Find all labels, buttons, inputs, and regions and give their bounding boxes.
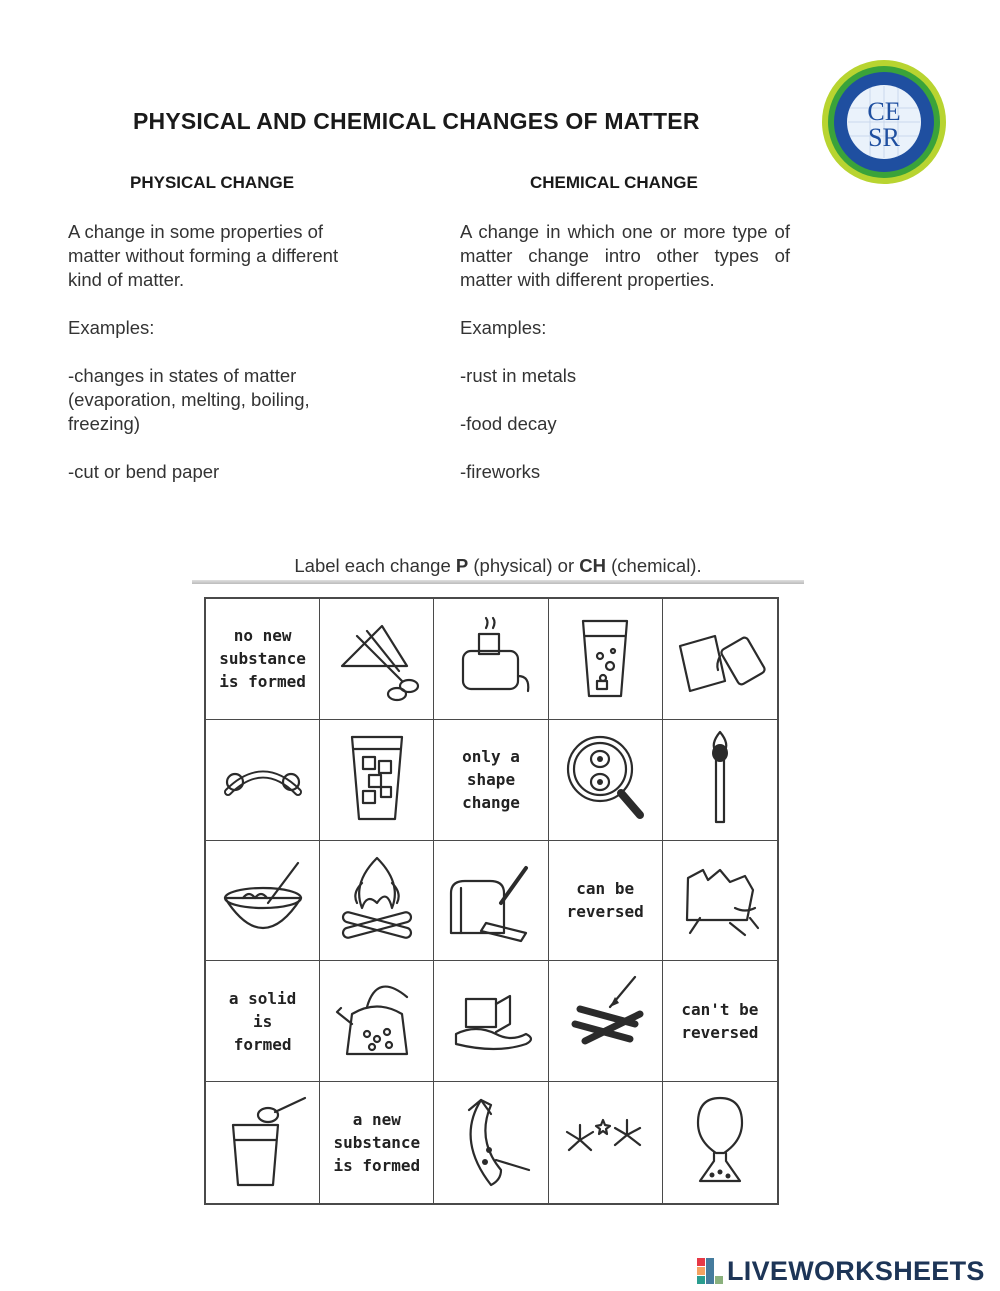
- grid-cell[interactable]: [434, 961, 548, 1082]
- sugar-in-water-icon: [213, 1090, 313, 1195]
- cell-label: a solid is formed: [228, 988, 297, 1054]
- grid-cell[interactable]: [320, 1082, 434, 1203]
- physical-label: P: [455, 555, 469, 576]
- grid-cell[interactable]: [663, 961, 777, 1082]
- cell-label: can be reversed: [566, 879, 644, 922]
- glass-ice-icon: [327, 727, 427, 832]
- grid-cell[interactable]: [663, 841, 777, 962]
- grid-cell[interactable]: [434, 720, 548, 841]
- scissors-cutting-paper-icon: [327, 606, 427, 711]
- page-title: PHYSICAL AND CHEMICAL CHANGES OF MATTER: [133, 108, 700, 134]
- grid-cell[interactable]: [206, 720, 320, 841]
- instruction-text: Label each change P (physical) or CH (chemical).: [294, 555, 702, 576]
- chemical-label: CH: [579, 555, 606, 576]
- glass-fizzing-icon: [555, 606, 655, 711]
- grid-cell[interactable]: [206, 599, 320, 720]
- physical-examples-label: Examples:: [68, 317, 155, 338]
- physical-change-heading: PHYSICAL CHANGE: [130, 173, 295, 192]
- melting-butter-icon: [441, 969, 541, 1074]
- mixing-bowl-icon: [213, 848, 313, 953]
- grid-cell[interactable]: [320, 599, 434, 720]
- changes-grid: [204, 597, 779, 1205]
- cell-label: can't be reversed: [681, 1000, 759, 1043]
- grid-cell[interactable]: [549, 599, 663, 720]
- chemical-examples-label: Examples:: [460, 317, 547, 338]
- burning-match-icon: [670, 727, 770, 832]
- rotting-banana-icon: [441, 1090, 541, 1195]
- brand-name: LIVEWORKSHEETS: [727, 1255, 985, 1286]
- cell-label: no new substance is formed: [219, 626, 306, 692]
- fireworks-icon: [555, 1090, 655, 1195]
- toaster-icon: [441, 606, 541, 711]
- grid-cell[interactable]: [206, 961, 320, 1082]
- grid-cell[interactable]: [320, 841, 434, 962]
- physical-example: -cut or bend paper: [68, 461, 220, 482]
- grid-cell[interactable]: [434, 599, 548, 720]
- chemical-example: -fireworks: [460, 461, 541, 482]
- bending-rod-icon: [213, 727, 313, 832]
- grid-cell[interactable]: [549, 961, 663, 1082]
- school-seal-icon: [820, 58, 948, 186]
- bleach-on-cloth-icon: [670, 606, 770, 711]
- physical-example: -changes in states of matter (evaporation, melting, boiling, freezing): [68, 365, 310, 434]
- physical-definition: A change in some properties of matter without forming a different kind of matter.: [68, 221, 339, 290]
- brand-footer: [697, 1255, 985, 1287]
- grid-cell[interactable]: [549, 841, 663, 962]
- physical-change-column: [68, 220, 368, 508]
- grid-cell[interactable]: [206, 841, 320, 962]
- grid-cell[interactable]: [320, 720, 434, 841]
- grid-cell[interactable]: [434, 841, 548, 962]
- grid-cell[interactable]: [549, 1082, 663, 1203]
- cutting-bread-icon: [441, 848, 541, 953]
- school-logo: [820, 58, 948, 186]
- rusty-nails-icon: [555, 969, 655, 1074]
- grid-cell[interactable]: [663, 1082, 777, 1203]
- broken-glass-icon: [670, 848, 770, 953]
- balloon-flask-icon: [670, 1090, 770, 1195]
- cell-label: only a shape change: [462, 747, 520, 813]
- grid-cell[interactable]: [434, 1082, 548, 1203]
- frying-eggs-icon: [555, 727, 655, 832]
- campfire-icon: [327, 848, 427, 953]
- chemical-definition: A change in which one or more type of matter change intro other types of matter with different properties.: [460, 221, 790, 290]
- divider: [192, 580, 804, 584]
- chemical-example: -food decay: [460, 413, 557, 434]
- svg-text:CE: CE: [867, 97, 901, 126]
- grid-cell[interactable]: [663, 720, 777, 841]
- chemical-example: -rust in metals: [460, 365, 577, 386]
- grid-cell[interactable]: [320, 961, 434, 1082]
- grid-cell[interactable]: [206, 1082, 320, 1203]
- cell-label: a new substance is formed: [333, 1110, 421, 1176]
- grid-cell[interactable]: [663, 599, 777, 720]
- boiling-kettle-icon: [327, 969, 427, 1074]
- liveworksheets-logo-icon: [697, 1256, 723, 1286]
- chemical-change-heading: CHEMICAL CHANGE: [530, 173, 698, 192]
- grid-cell[interactable]: [549, 720, 663, 841]
- chemical-change-column: [460, 220, 790, 508]
- svg-text:SR: SR: [868, 123, 900, 152]
